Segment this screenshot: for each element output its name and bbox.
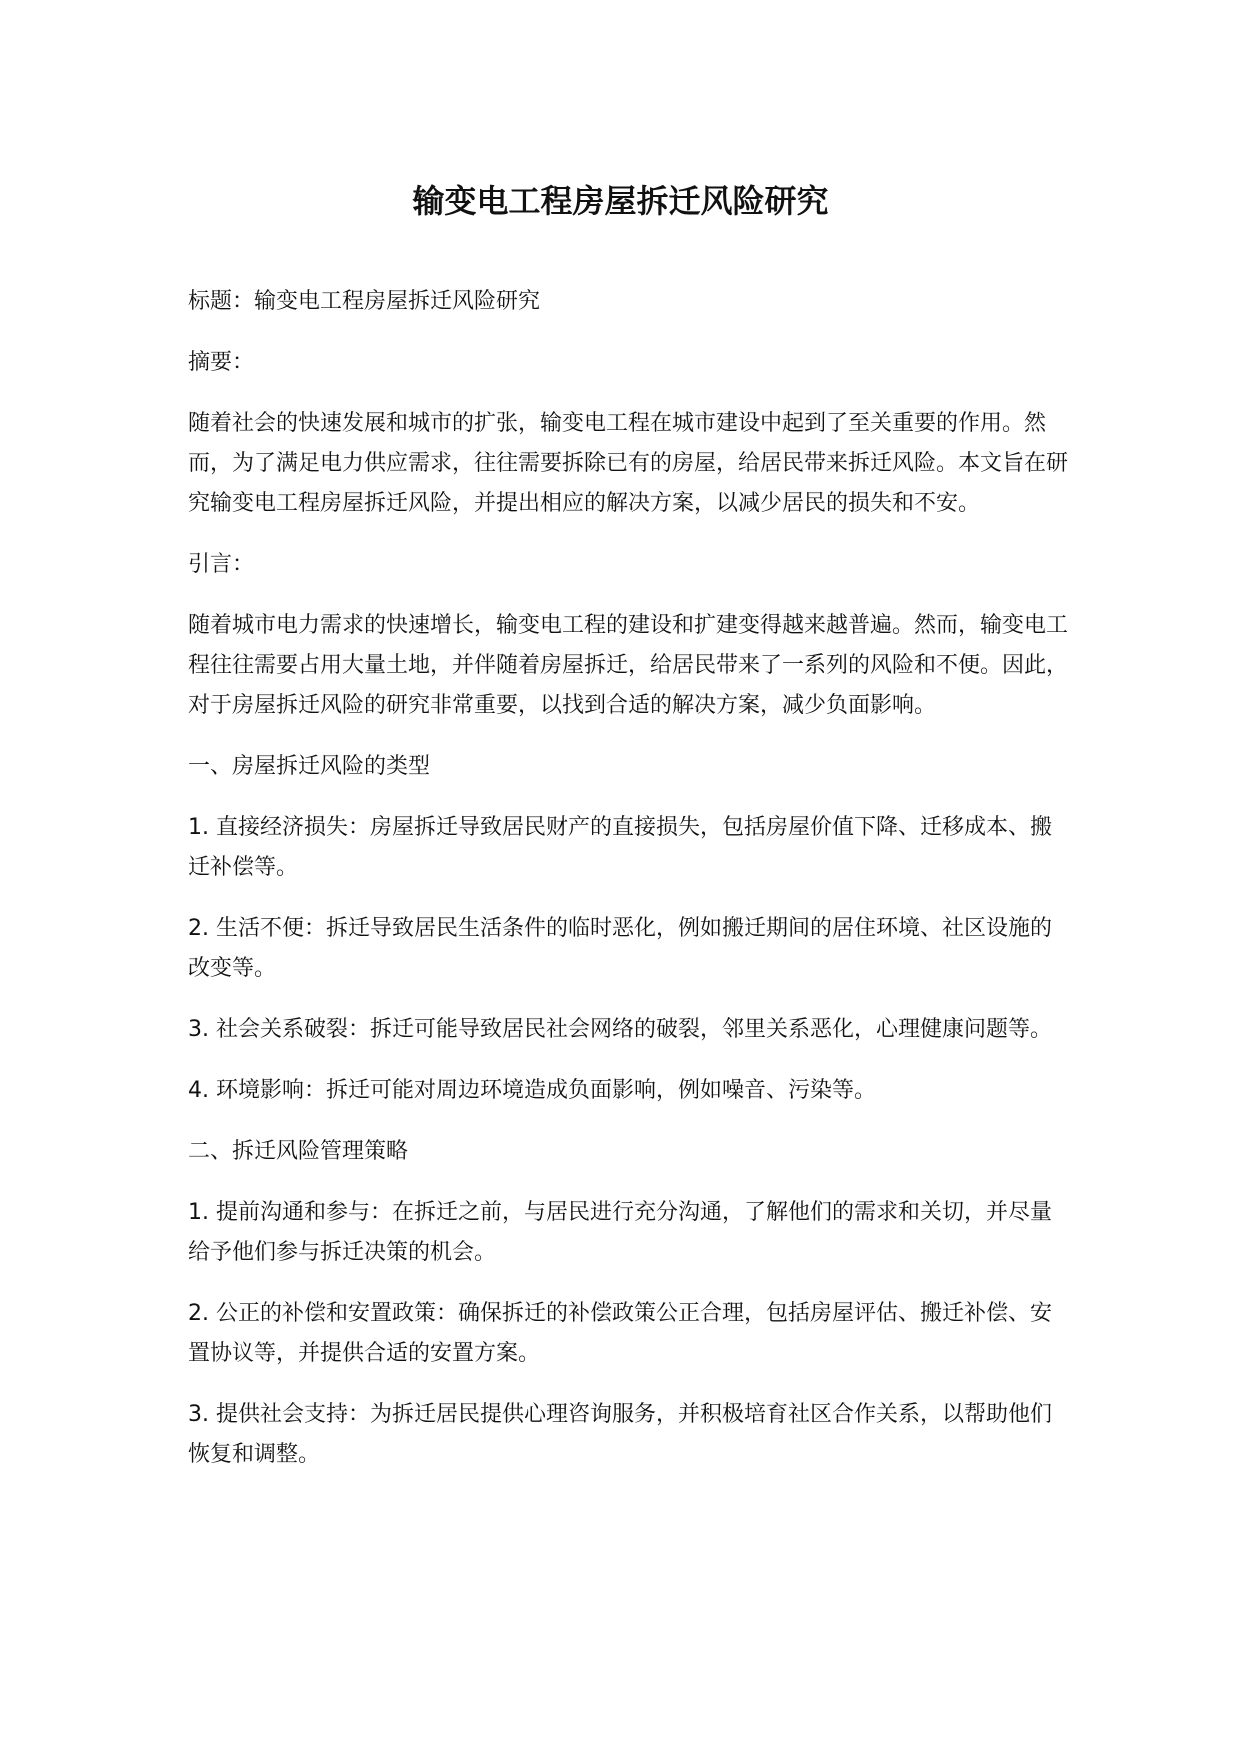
risk-item-1: 1. 直接经济损失：房屋拆迁导致居民财产的直接损失，包括房屋价值下降、迁移成本、搬迁补偿等。 xyxy=(188,815,1052,880)
section-heading-strategies: 二、拆迁风险管理策略 xyxy=(188,1139,409,1164)
risk-item-3: 3. 社会关系破裂：拆迁可能导致居民社会网络的破裂，邻里关系恶化，心理健康问题等。 xyxy=(188,1017,1052,1042)
strategy-item-2: 2. 公正的补偿和安置政策：确保拆迁的补偿政策公正合理，包括房屋评估、搬迁补偿、安置协议等，并提供合适的安置方案。 xyxy=(188,1301,1052,1366)
abstract-heading: 摘要： xyxy=(188,350,255,375)
abstract-text: 随着社会的快速发展和城市的扩张，输变电工程在城市建设中起到了至关重要的作用。然而，为了满足电力供应需求，往往需要拆除已有的房屋，给居民带来拆迁风险。本文旨在研究输变电工程房屋拆迁风险，并提出相应的解决方案，以减少居民的损失和不安。 xyxy=(188,411,1069,516)
page-title: 输变电工程房屋拆迁风险研究 xyxy=(412,182,829,220)
strategy-item-3: 3. 提供社会支持：为拆迁居民提供心理咨询服务，并积极培育社区合作关系，以帮助他们恢复和调整。 xyxy=(188,1402,1052,1467)
title-line: 标题：输变电工程房屋拆迁风险研究 xyxy=(188,289,541,314)
intro-heading: 引言： xyxy=(188,552,255,577)
risk-item-4: 4. 环境影响：拆迁可能对周边环境造成负面影响，例如噪音、污染等。 xyxy=(188,1078,876,1103)
section-heading-risk-types: 一、房屋拆迁风险的类型 xyxy=(188,754,431,779)
intro-text: 随着城市电力需求的快速增长，输变电工程的建设和扩建变得越来越普遍。然而，输变电工程往往需要占用大量土地，并伴随着房屋拆迁，给居民带来了一系列的风险和不便。因此，对于房屋拆迁风险的研究非常重要，以找到合适的解决方案，减少负面影响。 xyxy=(188,613,1069,718)
strategy-item-1: 1. 提前沟通和参与：在拆迁之前，与居民进行充分沟通，了解他们的需求和关切，并尽量给予他们参与拆迁决策的机会。 xyxy=(188,1200,1052,1265)
document-body xyxy=(188,282,1068,1496)
risk-item-2: 2. 生活不便：拆迁导致居民生活条件的临时恶化，例如搬迁期间的居住环境、社区设施的改变等。 xyxy=(188,916,1052,981)
